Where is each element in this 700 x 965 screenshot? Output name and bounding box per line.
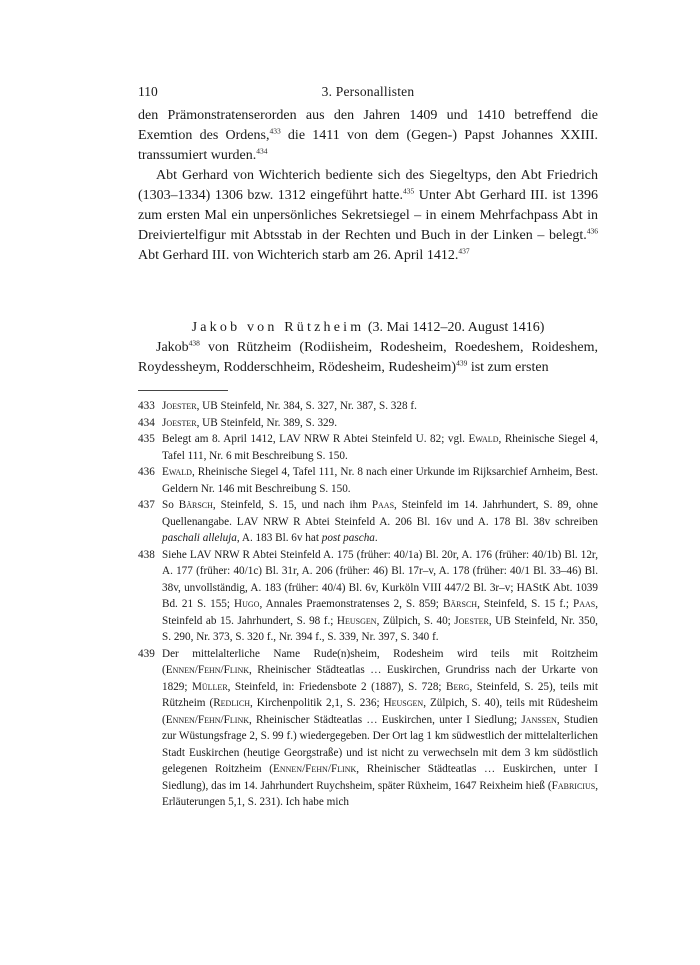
paragraph-3: [138, 338, 598, 378]
text-run: , Steinfeld im 14. Jahrhundert, S. 89, ohne Quellenangabe. LAV NRW R Abtei Steinfeld A. 206 Bl. 16v und A. 178 Bl. 38v schreiben: [162, 499, 598, 528]
footnote-text: [162, 646, 598, 811]
footnote-ref[interactable]: 438: [188, 338, 200, 348]
author-name: Fabricius: [551, 779, 596, 792]
footnote-433: [138, 398, 598, 415]
author-name: Ennen/Fehn/Flink: [165, 713, 249, 726]
footnote-439: [138, 646, 598, 811]
footnote-number: 439: [138, 647, 155, 660]
text-run: , Steinfeld, S. 15 f.;: [477, 598, 573, 610]
latin-phrase: post pascha: [321, 532, 375, 544]
author-name: Paas: [371, 499, 395, 511]
footnote-434: [138, 415, 598, 432]
author-name: Hugo: [234, 598, 260, 610]
author-name: Ewald: [468, 433, 499, 445]
footnote-number: 438: [138, 548, 155, 561]
section-dates: (3. Mai 1412–20. August 1416): [367, 320, 545, 335]
author-name: Paas: [572, 598, 596, 610]
author-name: Joester: [454, 614, 489, 627]
footnote-437: [138, 497, 598, 547]
footnote-number: 433: [138, 400, 155, 412]
footnote-435: [138, 431, 598, 464]
running-title: 3. Personallisten: [321, 84, 415, 99]
author-name: Joester: [162, 416, 197, 429]
footnote-text: [162, 464, 598, 497]
text-run: , Rheinischer Städteatlas … Euskirchen, Grundriss nach der Urkarte von 1829;: [162, 664, 598, 693]
paragraph-2: [138, 166, 598, 266]
text-run: , UB Steinfeld, Nr. 350, S. 290, Nr. 373, S. 320 f., Nr. 394 f., S. 339, Nr. 397, S. 340 f.: [162, 614, 598, 643]
text-run: Abt Gerhard III. von Wichterich starb am 26. April 1412.: [138, 248, 459, 263]
text-run: , Steinfeld, in: Friedensbote 2 (1887), S. 728;: [227, 680, 446, 693]
footnote-number: 435: [138, 433, 155, 445]
footnote-438: [138, 547, 598, 646]
text-run: Jakob: [156, 340, 189, 355]
text-run: , Zülpich, S. 40;: [376, 614, 455, 627]
text-run: , UB Steinfeld, Nr. 384, S. 327, Nr. 387, S. 328 f.: [196, 400, 417, 412]
text-run: , Kirchenpolitik 2,1, S. 236;: [250, 697, 384, 709]
text-run: , UB Steinfeld, Nr. 389, S. 329.: [196, 416, 338, 429]
footnote-ref[interactable]: 437: [458, 246, 470, 256]
footnotes: [138, 398, 598, 811]
author-name: Joester: [162, 400, 197, 412]
author-name: Berg: [446, 680, 470, 693]
footnote-number: 434: [138, 416, 155, 429]
text-run: Abt Gerhard von Wichterich bediente sich des Siegeltyps, den Abt Friedrich (1303–1334) 1306 bzw. 1312 eingeführt hatte.: [138, 168, 598, 203]
author-name: Müller: [191, 680, 228, 693]
text-run: den Prämonstratenserorden aus den Jahren 1409 und 1410 betreffend die Exemtion des Ordens,: [138, 108, 598, 143]
footnote-ref[interactable]: 433: [269, 126, 281, 136]
text-run: , Steinfeld, S. 25), teils mit Rützheim (: [162, 680, 598, 709]
text-run: , Zülpich, S. 40), teils mit Rüdesheim (: [162, 697, 599, 726]
author-name: Bärsch: [442, 598, 478, 610]
section-name: Jakob von Rützheim: [191, 320, 365, 335]
section-heading: [138, 318, 598, 338]
text-run: , Steinfeld ab 15. Jahrhundert, S. 98 f.;: [162, 598, 599, 627]
text-run: So: [162, 499, 179, 511]
footnote-text: [162, 547, 598, 646]
page-number: 110: [138, 84, 158, 99]
footnote-number: 436: [138, 466, 155, 478]
footnote-ref[interactable]: 436: [586, 226, 598, 236]
main-text: [138, 106, 598, 378]
latin-phrase: paschali alleluja: [162, 532, 237, 544]
text-run: , A. 183 Bl. 6v hat: [236, 532, 322, 544]
author-name: Ewald: [162, 466, 192, 478]
footnote-text: [162, 398, 598, 415]
text-run: die 1411 von dem (Gegen-) Papst Johannes XXIII. transsumiert wurden.: [138, 128, 598, 163]
page-header: [138, 78, 598, 100]
text-run: , Erläuterungen 5,1, S. 231). Ich habe mich: [162, 779, 598, 808]
footnote-divider: [138, 390, 228, 391]
footnote-text: [162, 415, 598, 432]
footnote-ref[interactable]: 439: [456, 358, 468, 368]
text-run: , Annales Praemonstratenses 2, S. 859;: [259, 598, 443, 610]
text-run: ist zum ersten: [467, 360, 549, 375]
author-name: Janssen: [521, 713, 557, 726]
author-name: Ennen/Fehn/Flink: [165, 664, 249, 676]
author-name: Bärsch: [178, 499, 213, 511]
text-run: Belegt am 8. April 1412, LAV NRW R Abtei Steinfeld U. 82; vgl.: [162, 433, 469, 445]
text-run: , Studien zur Wüstungsfrage 2, S. 99 f.) wiedergegeben. Der Ort lag 1 km südwestlich der mittelalterlichen Stadt Euskirchen (heutige Georgstraße) und ist nicht zu verwechseln mit dem 3 km südöstlich gelegenen Roitzheim (: [162, 713, 599, 775]
footnote-ref[interactable]: 435: [403, 186, 415, 196]
text-run: Siehe LAV NRW R Abtei Steinfeld A. 175 (früher: 40/1a) Bl. 20r, A. 176 (früher: 40/1b) Bl. 12r, A. 177 (früher: 40/1c) Bl. 31r, A. 206 (früher: 46) Bl. 17r–v, A. 178 (früher: 40/1 Bl. 33–46) Bl. 38v, unvollständig, A. 183 (früher: 40/4) Bl. 6v, Kurköln VIII 447/2 Bl. 3r–v; HAStK Abt. 1039 Bd. 21 S. 155;: [162, 548, 598, 610]
footnote-ref[interactable]: 434: [256, 146, 268, 156]
author-name: Ennen/Fehn/Flink: [273, 763, 357, 775]
book-page: [138, 78, 598, 811]
text-run: , Rheinischer Städteatlas … Euskirchen, unter I Siedlung), das im 14. Jahrhundert Ruychsheim, später Rüxheim, 1647 Reixheim hieß (: [162, 763, 598, 792]
text-run: , Steinfeld, S. 15, und nach ihm: [212, 499, 372, 511]
text-run: , Rheinische Siegel 4, Tafel 111, Nr. 6 mit Beschreibung S. 150.: [162, 433, 598, 462]
text-run: Der mittelalterliche Name Rude(n)sheim, Rodesheim wird teils mit Roitzheim (: [162, 647, 598, 676]
text-run: von Rützheim (Rodiisheim, Rodesheim, Roedeshem, Roideshem, Roydessheym, Rodderschheim, Rödesheim, Rudesheim): [138, 340, 598, 375]
footnote-text: [162, 497, 598, 547]
footnote-436: [138, 464, 598, 497]
footnote-number: 437: [138, 499, 155, 511]
author-name: Heusgen: [383, 697, 424, 709]
text-run: , Rheinische Siegel 4, Tafel 111, Nr. 8 nach einer Urkunde im Rijksarchief Arnheim, Best. Geldern Nr. 146 mit Beschreibung S. 150.: [162, 466, 598, 495]
paragraph-1: [138, 106, 598, 166]
footnote-text: [162, 431, 598, 464]
author-name: Heusgen: [336, 614, 377, 627]
text-run: Unter Abt Gerhard III. ist 1396 zum ersten Mal ein unpersönliches Sekretsiegel – in einem Mehrfachpass Abt in Dreiviertelfigur mit Abtsstab in der Rechten und Buch in der Linken – belegt.: [138, 188, 598, 243]
text-run: , Rheinischer Städteatlas … Euskirchen, unter I Siedlung;: [249, 713, 522, 726]
text-run: .: [374, 532, 378, 544]
author-name: Redlich: [213, 697, 250, 709]
